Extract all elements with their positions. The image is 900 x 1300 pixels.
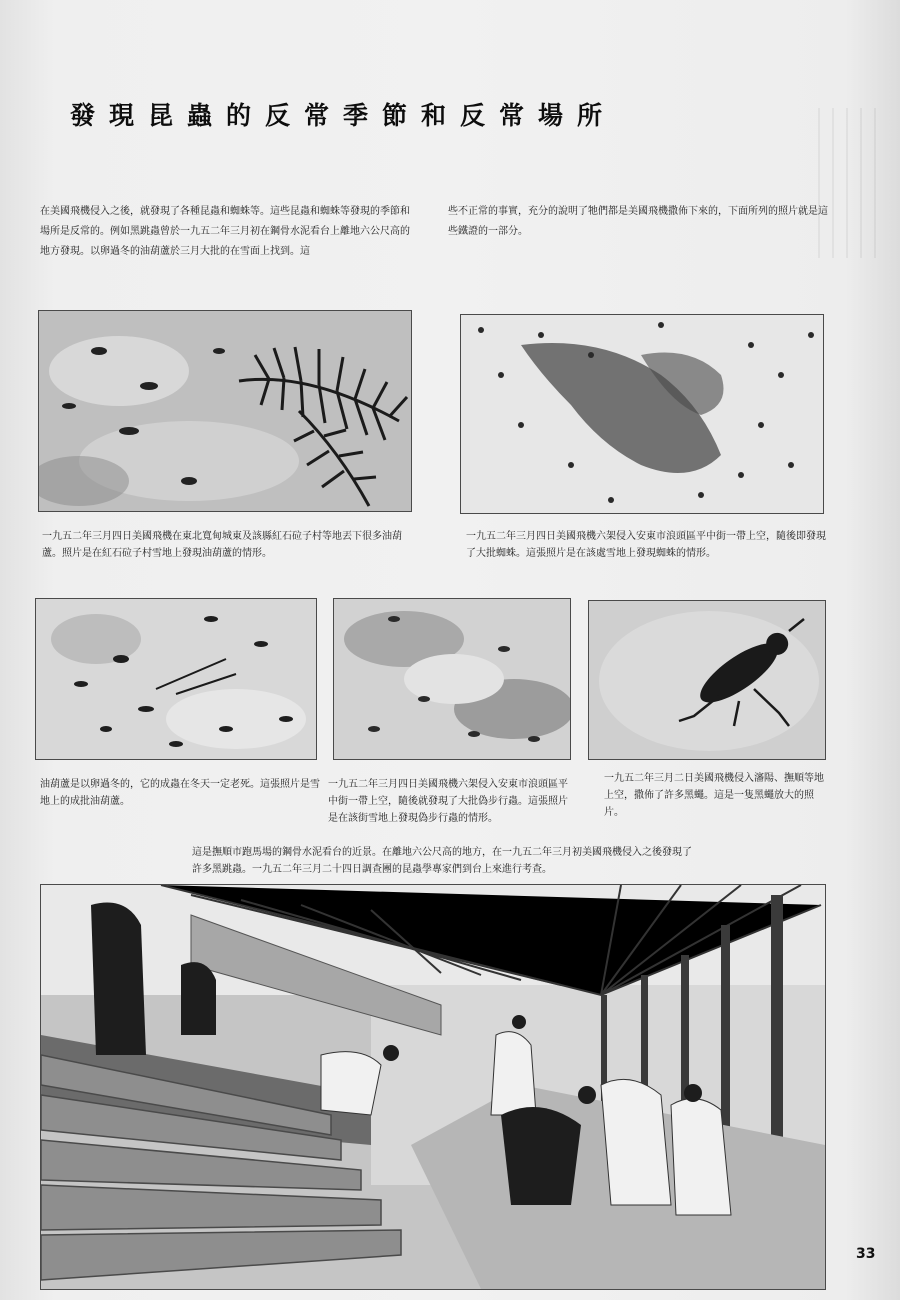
- caption-photo-grandstand: 這是撫順市跑馬場的鋼骨水泥看台的近景。在離地六公尺高的地方，在一九五二年三月初美國飛機侵入之後發現了許多黑跳蟲。一九五二年三月二十四日調查團的昆蟲學專家們到台上來進行考查。: [192, 847, 692, 875]
- photo-spiders-snow-image: [461, 315, 823, 513]
- caption-photo-crickets-snow: 一九五二年三月四日美國飛機在東北寬甸城東及該縣紅石砬子村等地丟下很多油葫蘆。照片是在紅石砬子村雪地上發現油葫蘆的情形。: [42, 531, 402, 559]
- intro-paragraph-right: 些不正常的事實，充分的說明了牠們都是美國飛機撒佈下來的，下面所列的照片就是這些鐵證的一部分。: [448, 206, 828, 237]
- photo-adult-crickets: [35, 598, 317, 760]
- photo-spiders-snow: [460, 314, 824, 514]
- photo-racecourse-grandstand: [40, 884, 826, 1290]
- caption-photo-darkling-beetles: 一九五二年三月四日美國飛機六架侵入安東市浪頭區平中街一帶上空，隨後就發現了大批偽步行蟲。這張照片是在該街雪地上發現偽步行蟲的情形。: [328, 779, 568, 824]
- caption-photo-spiders-snow: 一九五二年三月四日美國飛機六架侵入安東市浪頭區平中街一帶上空，隨後即發現了大批蜘蛛。這張照片是在該處雪地上發現蜘蛛的情形。: [466, 531, 826, 559]
- photo-crickets-snow-image: [39, 311, 411, 511]
- intro-paragraph-left: 在美國飛機侵入之後，就發現了各種昆蟲和蜘蛛等。這些昆蟲和蜘蛛等發現的季節和場所是反常的。例如黑跳蟲曾於一九五二年三月初在鋼骨水泥看台上離地六公尺高的地方發現。以卵過冬的油葫蘆於三月大批的在雪面上找到。這: [40, 206, 410, 257]
- caption-photo-adult-crickets: 油葫蘆是以卵過冬的，它的成蟲在冬天一定老死。這張照片是雪地上的成批油葫蘆。: [40, 779, 320, 807]
- photo-racecourse-grandstand-image: [41, 885, 825, 1289]
- page-title: 發現昆蟲的反常季節和反常場所: [70, 101, 617, 130]
- photo-black-fly-image: [589, 601, 825, 759]
- page-number: 33: [856, 1246, 876, 1262]
- photo-crickets-snow: [38, 310, 412, 512]
- caption-photo-black-fly: 一九五二年三月二日美國飛機侵入瀋陽、撫順等地上空，撒佈了許多黑蠅。這是一隻黑蠅放大的照片。: [604, 773, 824, 818]
- photo-adult-crickets-image: [36, 599, 316, 759]
- photo-darkling-beetles-image: [334, 599, 570, 759]
- photo-black-fly: [588, 600, 826, 760]
- photo-darkling-beetles: [333, 598, 571, 760]
